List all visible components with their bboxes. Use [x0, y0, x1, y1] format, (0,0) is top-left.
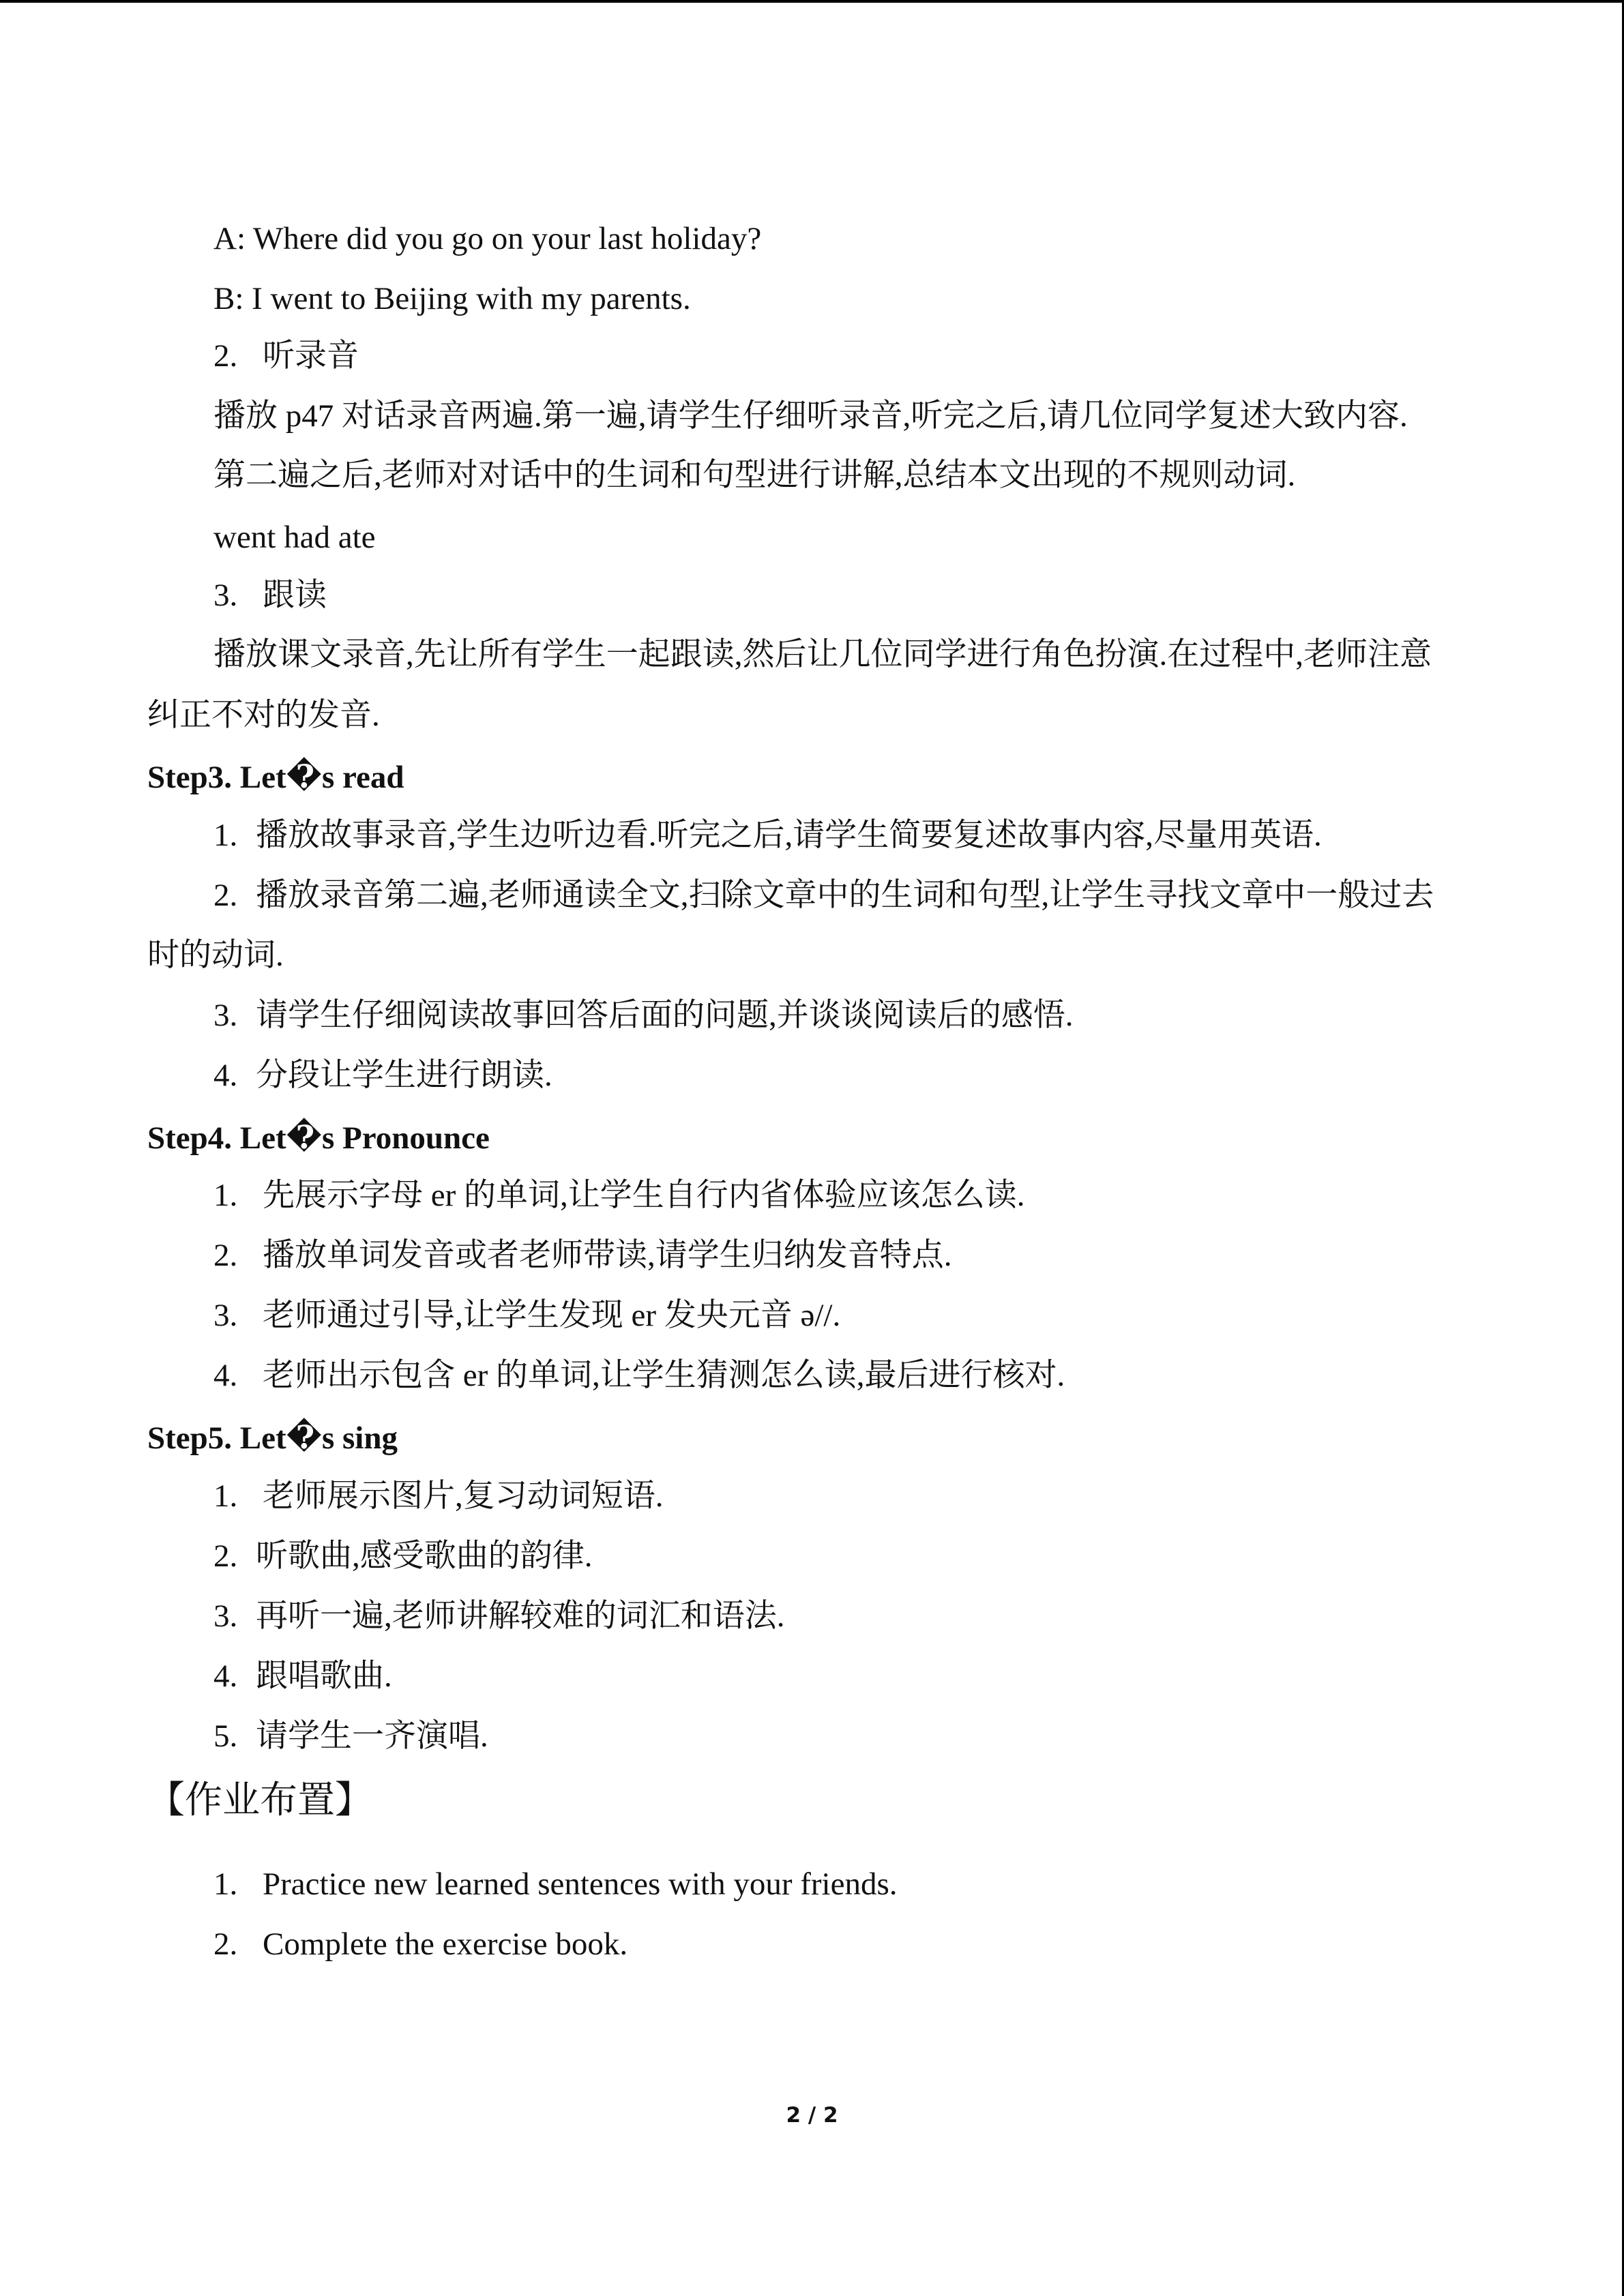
listen-heading — [213, 336, 359, 376]
step5-item-2-text: 听歌曲,感受歌曲的韵律. — [256, 1538, 593, 1574]
homework-item-1-number: 1. — [213, 1866, 238, 1902]
step4-item-3 — [213, 1295, 840, 1336]
step3-item-2-number: 2. — [213, 878, 238, 913]
dialogue-line-a: A: Where did you go on your last holiday? — [213, 221, 762, 256]
step3-item-1 — [213, 815, 1322, 856]
step4-item-1-number: 1. — [213, 1178, 238, 1213]
step3-item-4 — [213, 1055, 552, 1096]
step5-item-4-number: 4. — [213, 1658, 238, 1694]
follow-number: 3. — [213, 578, 238, 613]
step5-item-1-text: 老师展示图片,复习动词短语. — [263, 1478, 664, 1514]
step5-item-3 — [213, 1596, 785, 1637]
step5-heading: Step5. Let�s sing — [147, 1420, 398, 1456]
step4-item-3-text: 老师通过引导,让学生发现 er 发央元音 ə//. — [263, 1298, 841, 1333]
follow-heading — [213, 575, 327, 616]
irregular-verbs: went had ate — [213, 520, 376, 555]
follow-paragraph-line-2: 纠正不对的发音. — [147, 698, 380, 733]
step5-item-1 — [213, 1476, 664, 1517]
page-number: 2 / 2 — [786, 2103, 838, 2128]
follow-paragraph-line-1: 播放课文录音,先让所有学生一起跟读,然后让几位同学进行角色扮演.在过程中,老师注意 — [213, 637, 1432, 672]
homework-item-2-number: 2. — [213, 1926, 238, 1962]
listen-number: 2. — [213, 338, 238, 374]
step5-item-2-number: 2. — [213, 1538, 238, 1574]
homework-item-1-text: Practice new learned sentences with your friends. — [263, 1866, 898, 1902]
step4-item-4-text: 老师出示包含 er 的单词,让学生猜测怎么读,最后进行核对. — [263, 1358, 1065, 1393]
step5-item-5-number: 5. — [213, 1718, 238, 1754]
step4-item-1-text: 先展示字母 er 的单词,让学生自行内省体验应该怎么读. — [263, 1178, 1025, 1213]
step3-item-3-text: 请学生仔细阅读故事回答后面的问题,并谈谈阅读后的感悟. — [256, 998, 1074, 1033]
listen-title: 听录音 — [263, 338, 359, 374]
dialogue-line-b: B: I went to Beijing with my parents. — [213, 281, 691, 316]
step5-item-1-number: 1. — [213, 1478, 238, 1514]
homework-heading: 【作业布置】 — [147, 1778, 373, 1821]
step4-item-2-number: 2. — [213, 1238, 238, 1273]
step3-item-3 — [213, 995, 1074, 1036]
listen-paragraph-line-2: 第二遍之后,老师对对话中的生词和句型进行讲解,总结本文出现的不规则动词. — [213, 458, 1296, 493]
step5-item-4-text: 跟唱歌曲. — [256, 1658, 392, 1694]
homework-item-2 — [213, 1924, 628, 1965]
step4-heading: Step4. Let�s Pronounce — [147, 1120, 490, 1156]
step3-item-1-text: 播放故事录音,学生边听边看.听完之后,请学生简要复述故事内容,尽量用英语. — [256, 818, 1322, 853]
step3-item-3-number: 3. — [213, 998, 238, 1033]
step5-item-3-number: 3. — [213, 1598, 238, 1634]
step3-item-2-continuation: 时的动词. — [147, 938, 284, 973]
step5-item-2 — [213, 1536, 593, 1577]
step5-item-4 — [213, 1656, 392, 1697]
step4-item-4 — [213, 1355, 1065, 1396]
listen-paragraph-line-1: 播放 p47 对话录音两遍.第一遍,请学生仔细听录音,听完之后,请几位同学复述大致内容. — [213, 398, 1408, 434]
follow-title: 跟读 — [263, 578, 327, 613]
step4-item-4-number: 4. — [213, 1358, 238, 1393]
step5-item-3-text: 再听一遍,老师讲解较难的词汇和语法. — [256, 1598, 785, 1634]
step3-item-4-text: 分段让学生进行朗读. — [256, 1058, 552, 1093]
step3-heading: Step3. Let�s read — [147, 760, 404, 795]
step3-item-2-text: 播放录音第二遍,老师通读全文,扫除文章中的生词和句型,让学生寻找文章中一般过去 — [256, 878, 1434, 913]
step3-item-2 — [213, 875, 1434, 916]
step4-item-2 — [213, 1235, 952, 1276]
step3-item-1-number: 1. — [213, 818, 238, 853]
step3-item-4-number: 4. — [213, 1058, 238, 1093]
homework-item-1 — [213, 1864, 898, 1905]
step4-item-2-text: 播放单词发音或者老师带读,请学生归纳发音特点. — [263, 1238, 952, 1273]
homework-item-2-text: Complete the exercise book. — [263, 1926, 628, 1962]
step5-item-5-text: 请学生一齐演唱. — [256, 1718, 488, 1754]
step5-item-5 — [213, 1716, 488, 1757]
step4-item-3-number: 3. — [213, 1298, 238, 1333]
step4-item-1 — [213, 1175, 1025, 1216]
